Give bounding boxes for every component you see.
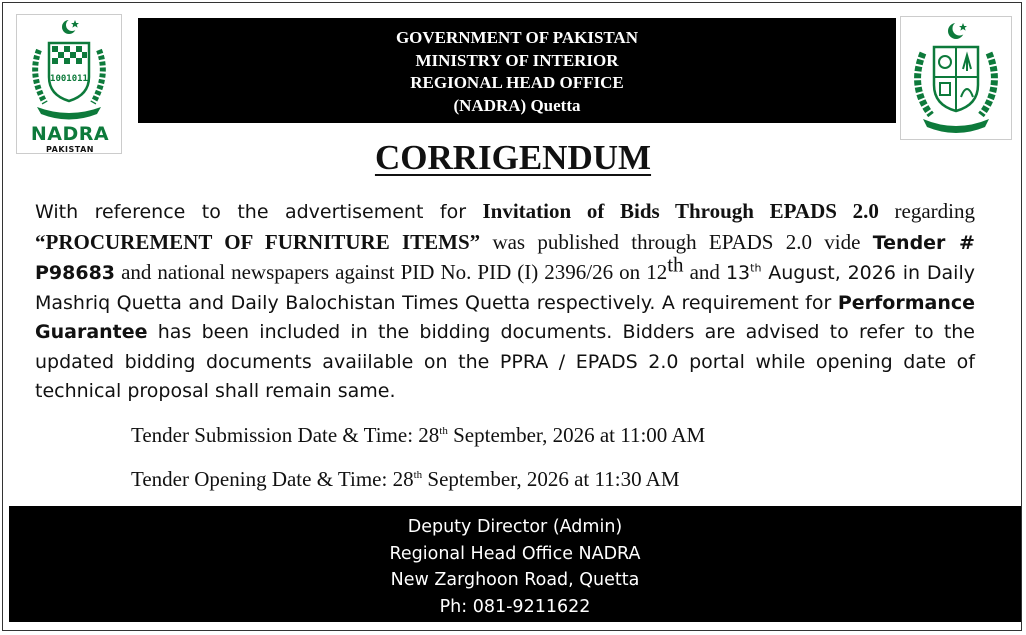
header-box — [138, 18, 896, 123]
submission-date-line — [131, 423, 705, 448]
nadra-wordmark: NADRA — [30, 123, 110, 145]
header-line-office: REGIONAL HEAD OFFICE — [410, 73, 624, 92]
nadra-emblem-icon — [17, 15, 121, 121]
corrigendum-body — [35, 197, 975, 407]
opening-date-prefix: Tender Opening Date & Time: 28 — [131, 467, 414, 491]
footer-office: Regional Head Office NADRA — [389, 543, 641, 564]
body-segment: was published through EPADS 2.0 vide — [480, 229, 873, 254]
pid-number: PID (I) 2396/26 on 12 — [477, 260, 668, 284]
body-segment: 13 — [725, 262, 751, 284]
footer-address: New Zarghoon Road, Quetta — [390, 570, 640, 590]
corrigendum-heading: CORRIGENDUM — [374, 138, 652, 177]
ordinal-suffix: th — [667, 252, 684, 277]
procurement-title: “PROCUREMENT OF FURNITURE ITEMS” — [35, 229, 481, 254]
body-segment: and national newspapers against PID No. — [115, 260, 478, 284]
pakistan-state-emblem-icon — [901, 17, 1011, 139]
ordinal-suffix: th — [439, 425, 448, 437]
page-title — [0, 138, 1026, 178]
submission-date-prefix: Tender Submission Date & Time: 28 — [131, 423, 440, 447]
ordinal-suffix: th — [413, 469, 423, 481]
nadra-logo — [16, 14, 122, 154]
footer-designation: Deputy Director (Admin) — [407, 517, 623, 537]
header-line-ministry: MINISTRY OF INTERIOR — [415, 50, 619, 70]
svg-text:1001011: 1001011 — [50, 74, 88, 84]
body-segment: regarding — [878, 199, 976, 223]
opening-date-suffix: September, 2026 at 11:30 AM — [422, 467, 680, 491]
submission-date-suffix: September, 2026 at 11:00 AM — [447, 423, 706, 447]
opening-date-line — [131, 467, 680, 492]
body-segment: has been included in the bidding documents. Bidders are advised to refer to the updated bidding documents avaiilable on the PPRA / EPADS 2.0 portal while opening date of technical proposal shall remain same. — [35, 321, 975, 402]
performance-guarantee: Performance Guarantee — [35, 291, 975, 343]
footer-phone: Ph: 081-9211622 — [439, 596, 591, 617]
header-line-government: GOVERNMENT OF PAKISTAN — [395, 28, 639, 47]
bids-epads-emphasis: Invitation of Bids Through EPADS 2.0 — [482, 199, 879, 223]
footer-contact-box — [9, 506, 1021, 622]
body-segment: With reference to the advertisement for — [35, 201, 483, 223]
tender-number: Tender # P98683 — [35, 231, 975, 284]
body-segment: August, 2026 in Daily Mashriq Quetta and Daily Balochistan Times Quetta respectively. A requirement for — [35, 262, 975, 314]
ordinal-suffix: th — [750, 261, 762, 275]
state-emblem-logo — [900, 16, 1012, 140]
header-line-nadra: (NADRA) Quetta — [453, 95, 581, 115]
nadra-caption: PAKISTAN — [46, 145, 94, 154]
body-segment: and — [683, 260, 726, 284]
